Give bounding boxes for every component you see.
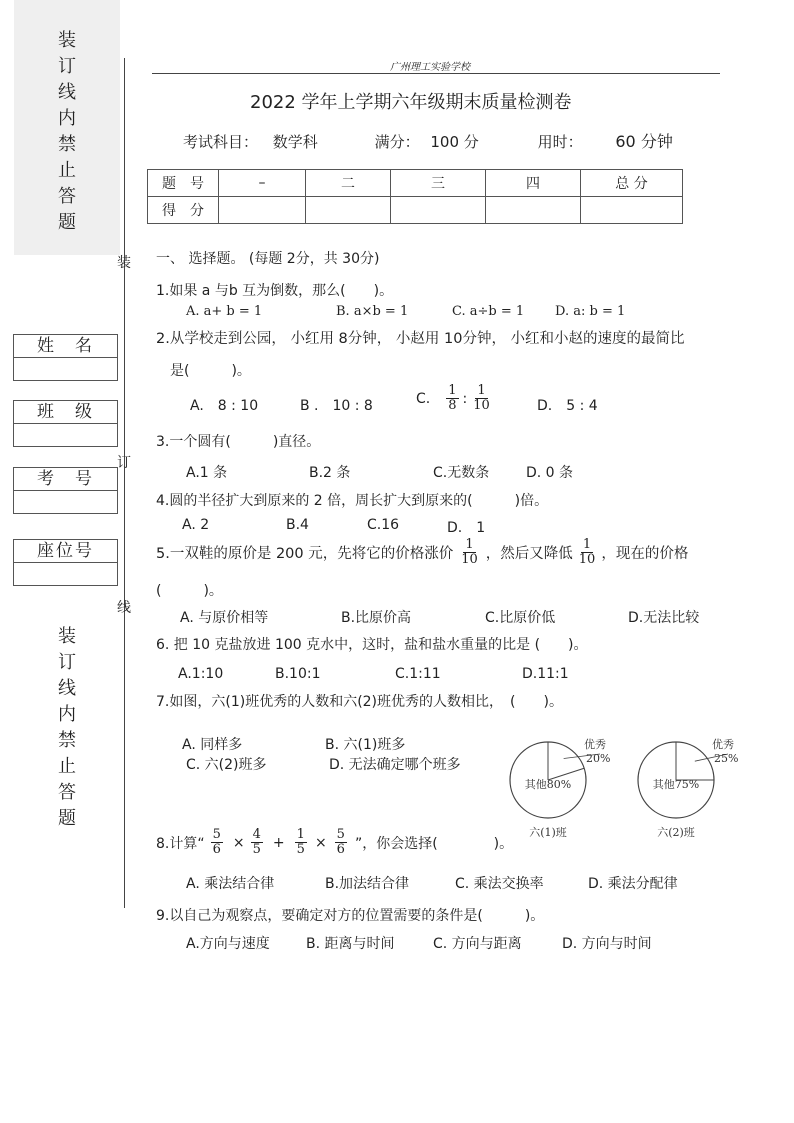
exam-number-label: 考 号 xyxy=(14,468,117,491)
q6-option-b[interactable]: B.10:1 xyxy=(275,666,321,682)
binding-warning-top: 装 订 线 内 禁 止 答 题 xyxy=(58,30,76,233)
time-value: 60 分钟 xyxy=(615,132,673,151)
q5-option-b[interactable]: B.比原价高 xyxy=(341,610,412,626)
time-label: 用时： xyxy=(537,133,583,151)
q8-option-c[interactable]: C. 乘法交换率 xyxy=(455,876,544,892)
score-header-4: 四 xyxy=(486,170,581,197)
score-cell[interactable] xyxy=(219,197,306,224)
seat-number-field-box[interactable] xyxy=(13,539,118,586)
score-header-question: 题 号 xyxy=(148,170,219,197)
bind-mark-zhuang: 装 xyxy=(117,255,131,271)
name-label: 姓 名 xyxy=(14,335,117,358)
q5-option-a[interactable]: A. 与原价相等 xyxy=(180,610,269,626)
subject-label: 考试科目： xyxy=(183,133,259,151)
fraction: $\frac{5}{6}$ xyxy=(212,827,221,857)
exam-number-field-box[interactable] xyxy=(13,467,118,514)
q4-option-b[interactable]: B.4 xyxy=(286,517,309,533)
score-header-total: 总 分 xyxy=(581,170,683,197)
fraction: $\frac{1}{8}$ xyxy=(448,383,457,413)
q4-option-d[interactable]: D. 1 xyxy=(447,520,486,536)
binding-warning-bottom: 装 订 线 内 禁 止 答 题 xyxy=(58,626,76,829)
q1-option-d[interactable]: D. a: b = 1 xyxy=(555,304,626,319)
pie-label-excellent-pct: 20% xyxy=(586,752,611,765)
q5-option-d[interactable]: D.无法比较 xyxy=(628,610,700,626)
fraction: $\frac{5}{6}$ xyxy=(336,827,345,857)
q6-option-d[interactable]: D.11:1 xyxy=(522,666,569,682)
q6-option-c[interactable]: C.1:11 xyxy=(395,666,441,682)
question-6: 6. 把 10 克盐放进 100 克水中，这时，盐和盐水重量的比是 ( )。 xyxy=(156,637,588,653)
pie-chart-class1 xyxy=(510,737,610,839)
score-table xyxy=(147,169,683,224)
full-score-value: 100 分 xyxy=(430,133,479,151)
section-heading: 一、 选择题。 (每题 2分，共 30分) xyxy=(156,251,380,267)
pie-chart-class2 xyxy=(638,737,738,839)
q9-option-c[interactable]: C. 方向与距离 xyxy=(433,936,522,952)
pie-label-excellent-pct: 25% xyxy=(714,752,739,765)
fraction: $\frac{4}{5}$ xyxy=(252,827,261,857)
q2-option-c[interactable]: C. $\frac{1}{8}$ : $\frac{1}{10}$ xyxy=(416,383,490,413)
fraction: $\frac{1}{5}$ xyxy=(296,827,305,857)
q7-option-b[interactable]: B. 六(1)班多 xyxy=(325,737,406,753)
header-rule xyxy=(152,73,720,74)
score-cell[interactable] xyxy=(486,197,581,224)
question-2: 2.从学校走到公园， 小红用 8分钟， 小赵用 10分钟， 小红和小赵的速度的最简比 xyxy=(156,331,685,347)
question-2-cont: 是( )。 xyxy=(170,363,251,379)
score-row-label: 得 分 xyxy=(148,197,219,224)
bind-mark-ding: 订 xyxy=(117,455,131,471)
fraction: $\frac{1}{10}$ xyxy=(461,537,478,567)
q8-option-a[interactable]: A. 乘法结合律 xyxy=(186,876,275,892)
question-7: 7.如图，六(1)班优秀的人数和六(2)班优秀的人数相比， ( )。 xyxy=(156,694,563,710)
exam-meta xyxy=(183,129,673,152)
q6-option-a[interactable]: A.1:10 xyxy=(178,666,224,682)
q7-option-d[interactable]: D. 无法确定哪个班多 xyxy=(329,757,461,773)
full-score-label: 满分： xyxy=(374,133,420,151)
exam-title: 2022 学年上学期六年级期末质量检测卷 xyxy=(250,92,572,113)
q1-option-a[interactable]: A. a+ b = 1 xyxy=(186,304,263,319)
score-header-3: 三 xyxy=(391,170,486,197)
score-cell[interactable] xyxy=(581,197,683,224)
fraction: $\frac{1}{10}$ xyxy=(473,383,490,413)
pie-label-excellent: 优秀 xyxy=(584,738,606,751)
q2-option-c-label: C. xyxy=(416,390,431,407)
question-5: 5.一双鞋的原价是 200 元，先将它的价格涨价 $\frac{1}{10}$ ，然后又降低 $\frac{1}{10}$ ，现在的价格 xyxy=(156,537,689,567)
q4-option-a[interactable]: A. 2 xyxy=(182,517,210,533)
question-5-cont: ( )。 xyxy=(156,583,223,599)
pie-charts xyxy=(500,728,760,840)
question-9: 9.以自己为观察点，要确定对方的位置需要的条件是( )。 xyxy=(156,908,545,924)
q8-option-d[interactable]: D. 乘法分配律 xyxy=(588,876,678,892)
school-name: 广州理工实验学校 xyxy=(390,62,470,73)
q2-option-b[interactable]: B . 10 : 8 xyxy=(300,398,373,414)
pie-label-other: 其他75% xyxy=(652,778,700,791)
q3-option-c[interactable]: C.无数条 xyxy=(433,465,490,481)
score-cell[interactable] xyxy=(306,197,391,224)
class-field-box[interactable] xyxy=(13,400,118,447)
q3-option-d[interactable]: D. 0 条 xyxy=(526,465,574,481)
q9-option-a[interactable]: A.方向与速度 xyxy=(186,936,270,952)
q3-option-a[interactable]: A.1 条 xyxy=(186,465,228,481)
score-header-2: 二 xyxy=(306,170,391,197)
question-1: 1.如果 a 与b 互为倒数，那么( )。 xyxy=(156,283,394,299)
seat-number-label: 座位号 xyxy=(14,540,117,563)
q5-option-c[interactable]: C.比原价低 xyxy=(485,610,556,626)
fraction: $\frac{1}{10}$ xyxy=(578,537,596,567)
q2-option-a[interactable]: A. 8 : 10 xyxy=(190,398,259,414)
question-4: 4.圆的半径扩大到原来的 2 倍，周长扩大到原来的( )倍。 xyxy=(156,493,549,509)
q7-option-a[interactable]: A. 同样多 xyxy=(182,737,243,753)
question-3: 3.一个圆有( )直径。 xyxy=(156,434,321,450)
q9-option-d[interactable]: D. 方向与时间 xyxy=(562,936,652,952)
subject-value: 数学科 xyxy=(272,133,318,151)
score-header-1: – xyxy=(219,170,306,197)
name-field-box[interactable] xyxy=(13,334,118,381)
q2-option-d[interactable]: D. 5 : 4 xyxy=(537,398,598,414)
pie-title: 六(1)班 xyxy=(529,826,567,839)
pie-label-excellent: 优秀 xyxy=(712,738,734,751)
q4-option-c[interactable]: C.16 xyxy=(367,517,400,533)
class-label: 班 级 xyxy=(14,401,117,424)
q7-option-c[interactable]: C. 六(2)班多 xyxy=(186,757,267,773)
q1-option-b[interactable]: B. a×b = 1 xyxy=(336,304,409,319)
q8-option-b[interactable]: B.加法结合律 xyxy=(325,876,410,892)
q3-option-b[interactable]: B.2 条 xyxy=(309,465,351,481)
pie-label-other: 其他80% xyxy=(524,778,572,791)
question-8: 8.计算“ $\frac{5}{6}$ × $\frac{4}{5}$ + $\frac{1}{5}$ × $\frac{5}{6}$ ”，你会选择( )。 xyxy=(156,827,514,857)
q9-option-b[interactable]: B. 距离与时间 xyxy=(306,936,395,952)
binding-line xyxy=(124,58,125,908)
bind-mark-xian: 线 xyxy=(117,600,131,616)
q1-option-c[interactable]: C. a÷b = 1 xyxy=(452,304,525,319)
score-cell[interactable] xyxy=(391,197,486,224)
pie-title: 六(2)班 xyxy=(657,826,695,839)
